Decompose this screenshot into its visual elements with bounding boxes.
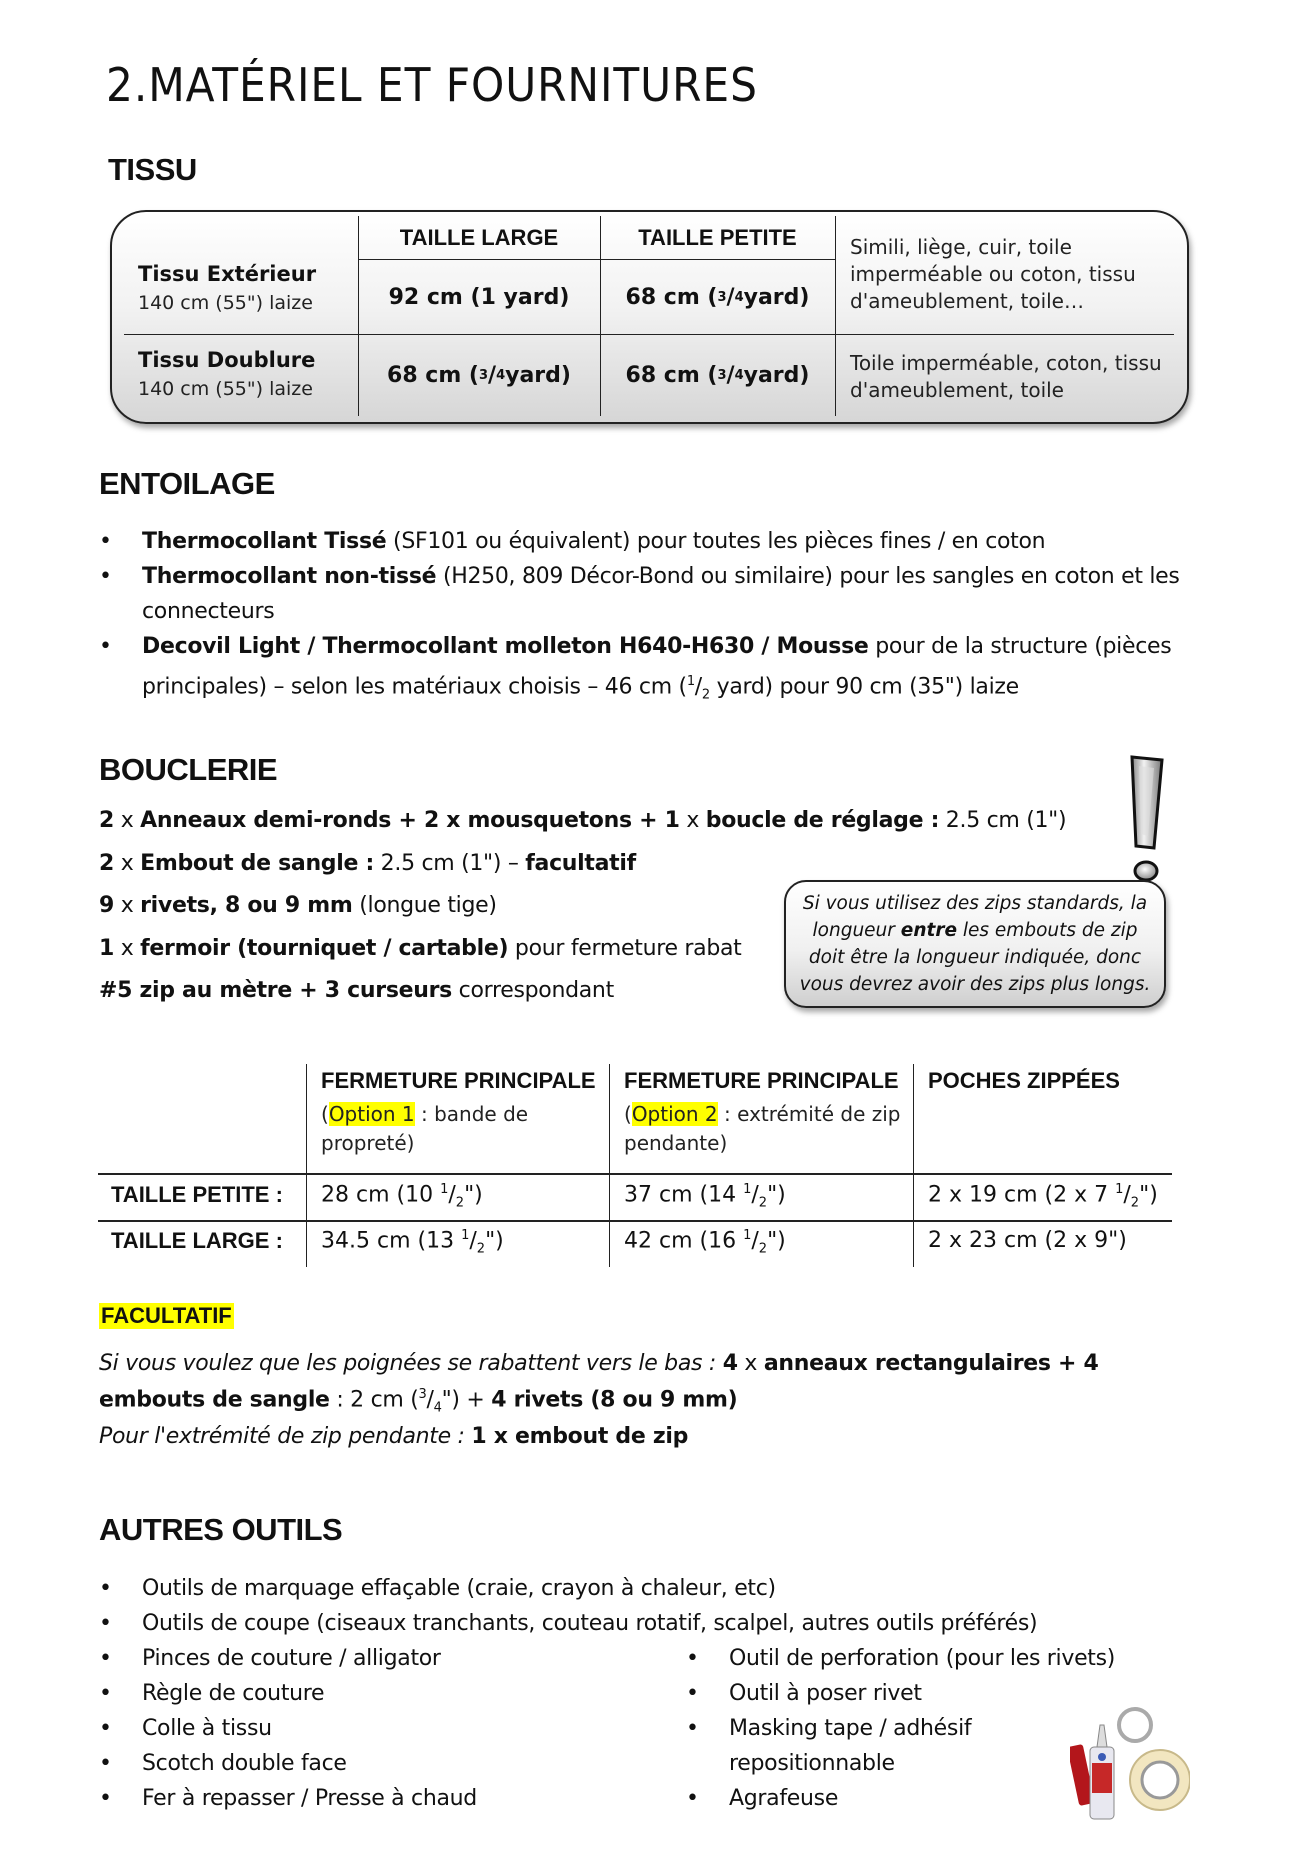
text-segment: boucle de réglage : <box>705 808 940 833</box>
tissu-row-label <box>138 260 316 318</box>
glue-and-tape-image <box>1070 1705 1190 1825</box>
text-segment: 2 <box>99 851 115 876</box>
text-segment: 9 <box>99 893 115 918</box>
zip-value: 37 cm (14 $^1/_2$") <box>624 1182 786 1211</box>
text-segment: Anneaux demi-ronds + 2 x mousquetons + 1 <box>140 808 680 833</box>
value-text: yard) <box>505 362 571 388</box>
bouclerie-item <box>99 808 1066 833</box>
fraction-denominator: 4 <box>496 367 506 383</box>
text-segment: x <box>114 808 141 833</box>
row-subtitle: 140 cm (55") laize <box>138 378 313 400</box>
autres-outils-heading: AUTRES OUTILS <box>99 1512 343 1547</box>
tools-list-left <box>99 1641 659 1816</box>
col-header: POCHES ZIPPÉES <box>928 1068 1120 1093</box>
divider <box>98 1173 1172 1175</box>
bouclerie-item <box>99 978 614 1003</box>
facultatif-text: Si vous voulez que les poignées se rabattent vers le bas : 4 x anneaux rectangulaires + 4 embouts de sangle : 2 cm $(^3/_4") + 4$ rivets (8 ou 9 mm) <box>99 1351 1099 1416</box>
divider <box>609 1064 610 1267</box>
list-item: • Outil à poser rivet <box>686 1676 1016 1711</box>
divider <box>835 216 836 416</box>
list-item: • Outils de marquage effaçable (craie, crayon à chaleur, etc) <box>99 1571 1199 1606</box>
tissu-row-label <box>138 346 315 404</box>
bouclerie-item <box>99 851 636 876</box>
text-segment: facultatif <box>525 851 636 876</box>
list-item: • Outil de perforation (pour les rivets) <box>686 1641 1016 1676</box>
row-title: Tissu Doublure <box>138 348 316 372</box>
list-item: • Pinces de couture / alligator <box>99 1641 659 1676</box>
zip-value: 34.5 cm (13 $^1/_2$") <box>321 1228 504 1257</box>
zip-value: 2 x 23 cm (2 x 9") <box>928 1228 1127 1253</box>
text-segment: x <box>114 893 141 918</box>
tools-list-right <box>686 1641 1116 1816</box>
divider <box>98 1220 1172 1222</box>
zip-value: 2 x 19 cm (2 x 7 $^1/_2$") <box>928 1182 1158 1211</box>
text-segment: 2.5 cm (1") <box>939 808 1067 833</box>
col-header-taille-large: TAILLE LARGE <box>399 224 559 250</box>
list-item: • Fer à repasser / Presse à chaud <box>99 1781 659 1816</box>
fraction-numerator: 3 <box>717 367 727 383</box>
tissu-heading: TISSU <box>108 152 197 187</box>
tissu-table <box>110 210 1189 424</box>
list-item: • Thermocollant Tissé (SF101 ou équivalent) pour toutes les pièces fines / en coton <box>99 524 1199 559</box>
text-segment: correspondant <box>451 978 614 1003</box>
entoilage-list <box>99 524 1199 713</box>
value-text: 68 cm ( <box>625 284 718 310</box>
value-text: 68 cm ( <box>387 362 479 388</box>
tissu-cell: 68 cm ( 3 / 4 yard) <box>625 284 810 310</box>
text-segment: x <box>114 936 141 961</box>
col-header: FERMETURE PRINCIPALE <box>321 1068 596 1093</box>
list-item: • Scotch double face <box>99 1746 659 1781</box>
tissu-cell <box>358 260 600 334</box>
bouclerie-item <box>99 936 742 961</box>
value-text: 68 cm ( <box>625 362 718 388</box>
row-label: TAILLE PETITE : <box>111 1182 283 1207</box>
fraction-numerator: 3 <box>717 289 727 305</box>
text-segment: x <box>679 808 706 833</box>
text-segment: 2.5 cm (1") – <box>373 851 526 876</box>
text-segment: x <box>114 851 141 876</box>
text-segment: #5 zip au mètre + 3 curseurs <box>99 978 452 1003</box>
value-text: yard) <box>743 362 810 388</box>
text-segment: Embout de sangle : <box>140 851 374 876</box>
list-item: • Thermocollant non-tissé (H250, 809 Décor-Bond ou similaire) pour les sangles en coton et les connecteurs <box>99 559 1199 629</box>
zip-value: 42 cm (16 $^1/_2$") <box>624 1228 786 1257</box>
list-item: • Agrafeuse <box>686 1781 1016 1816</box>
divider <box>913 1064 914 1267</box>
row-label: TAILLE LARGE : <box>111 1228 283 1253</box>
text-segment: (longue tige) <box>352 893 497 918</box>
exclamation-icon <box>1124 754 1174 884</box>
col-subheader: (Option 1 : bande de propreté) <box>321 1102 529 1155</box>
fraction-denominator: 4 <box>734 367 744 383</box>
bouclerie-item <box>99 893 497 918</box>
col-subheader: (Option 2 : extrémité de zip pendante) <box>624 1102 901 1155</box>
tissu-description: Simili, liège, cuir, toile imperméable ou coton, tissu d'ameublement, toile… <box>850 235 1136 313</box>
tissu-description: Toile imperméable, coton, tissu d'ameublement, toile <box>850 351 1162 402</box>
value-text: 92 cm (1 yard) <box>388 284 570 310</box>
text-segment: pour fermeture rabat <box>508 936 742 961</box>
text-segment: rivets, 8 ou 9 mm <box>140 893 353 918</box>
value-text: yard) <box>743 284 810 310</box>
entoilage-heading: ENTOILAGE <box>99 466 275 501</box>
page-title: 2.MATÉRIEL ET FOURNITURES <box>106 58 758 112</box>
tools-list-full <box>99 1571 1199 1641</box>
facultatif-zip-end: Pour l'extrémité de zip pendante : 1 x embout de zip <box>99 1424 689 1449</box>
col-header-taille-petite: TAILLE PETITE <box>638 224 797 250</box>
facultatif-label: FACULTATIF <box>101 1303 232 1328</box>
tissu-cell: 68 cm ( 3 / 4 yard) <box>625 362 810 388</box>
col-header: FERMETURE PRINCIPALE <box>624 1068 899 1093</box>
text-segment: 1 <box>99 936 115 961</box>
list-item: • Colle à tissu <box>99 1711 659 1746</box>
text-segment: fermoir (tourniquet / cartable) <box>140 936 509 961</box>
list-item: • Decovil Light / Thermocollant molleton H640-H630 / Mousse pour de la structure (pièces principales) – selon les matériaux choisis – 46 cm ($^1/_2$ yard) pour 90 cm (35") laize <box>99 629 1199 713</box>
text-segment: 2 <box>99 808 115 833</box>
tissu-cell: 68 cm ( 3 / 4 yard) <box>387 362 571 388</box>
fraction-numerator: 3 <box>478 367 489 383</box>
fraction-denominator: 4 <box>734 289 744 305</box>
zip-length-note: Si vous utilisez des zips standards, la longueur entre les embouts de zip doit être la longueur indiquée, donc vous devrez avoir des zips plus longs. <box>784 880 1166 1008</box>
list-item: • Règle de couture <box>99 1676 659 1711</box>
divider <box>306 1064 307 1267</box>
zip-value: 28 cm (10 $^1/_2$") <box>321 1182 483 1211</box>
row-subtitle: 140 cm (55") laize <box>138 292 313 314</box>
list-item: • Masking tape / adhésif repositionnable <box>686 1711 1016 1781</box>
row-title: Tissu Extérieur <box>138 262 317 286</box>
list-item: • Outils de coupe (ciseaux tranchants, couteau rotatif, scalpel, autres outils préférés) <box>99 1606 1199 1641</box>
bouclerie-heading: BOUCLERIE <box>99 752 278 787</box>
